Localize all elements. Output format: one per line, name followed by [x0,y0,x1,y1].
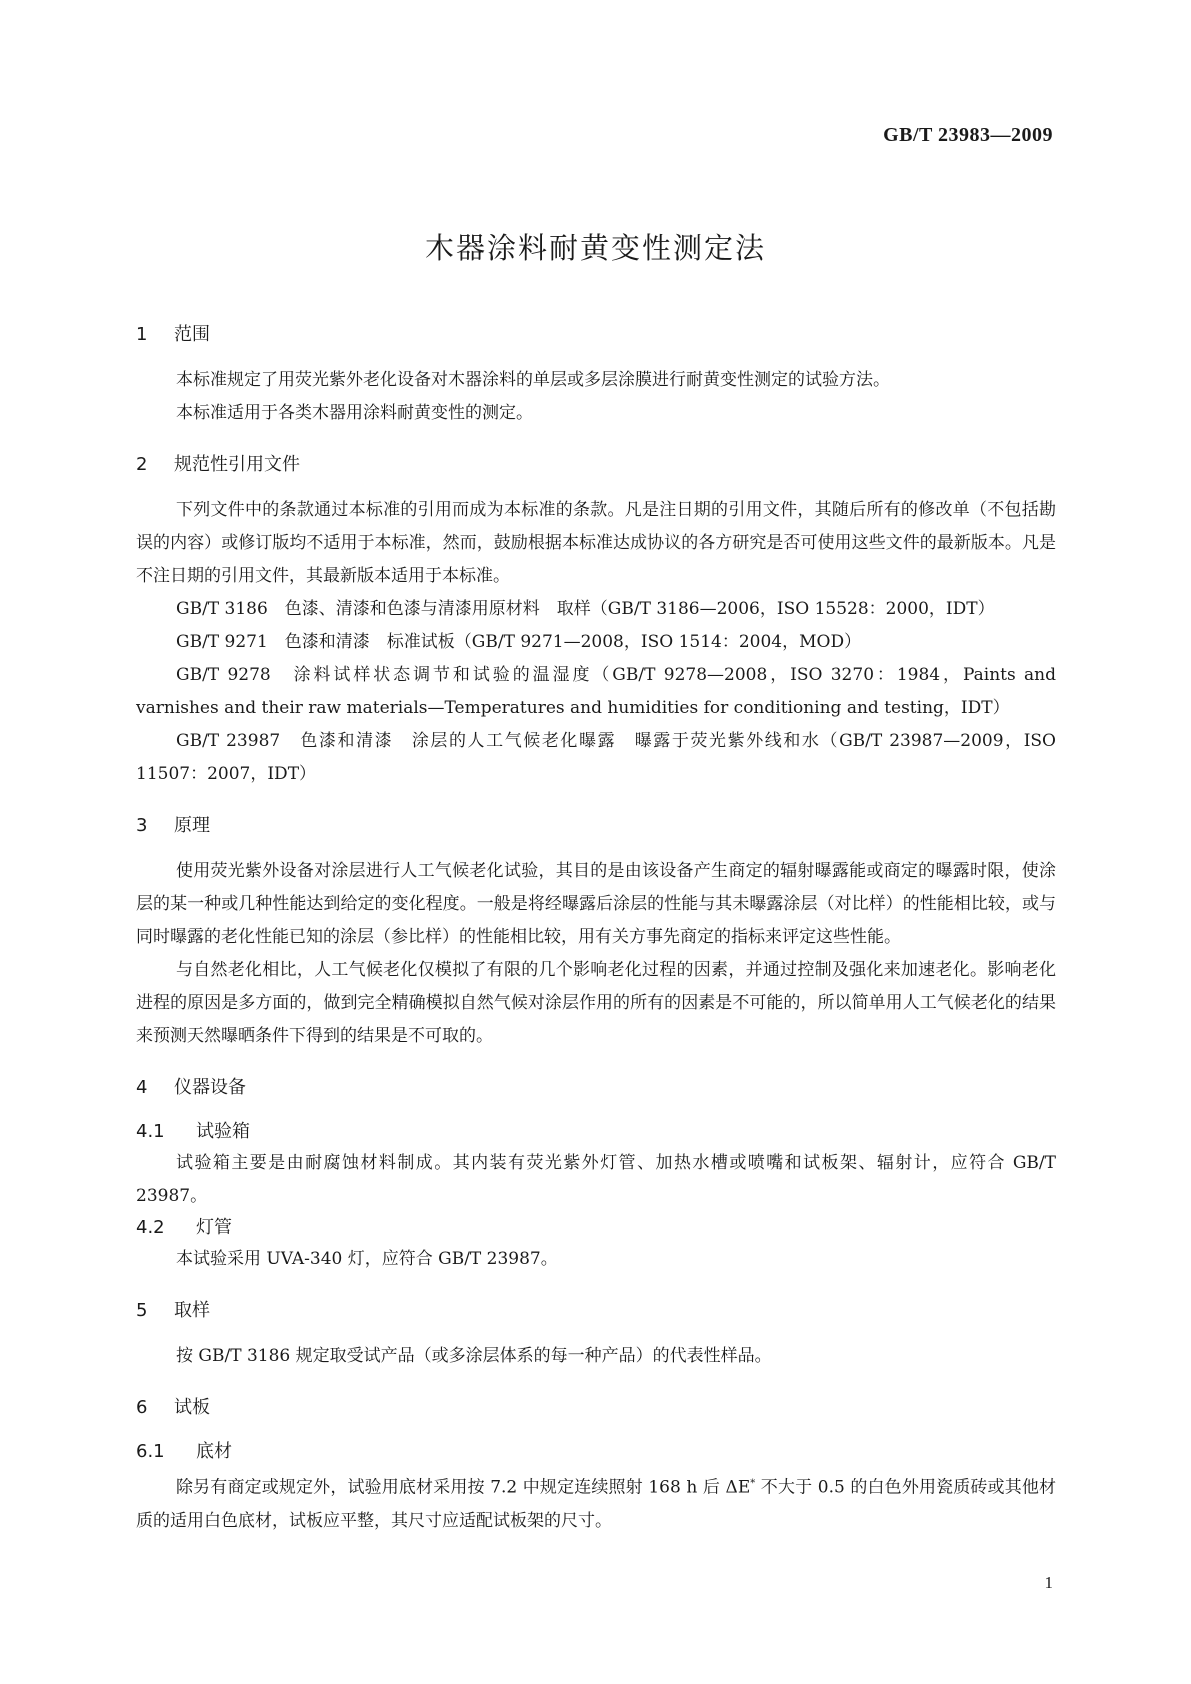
subsection-title: 灯管 [196,1217,232,1238]
reference-item: GB/T 9271 色漆和清漆 标准试板（GB/T 9271—2008，ISO 1514：2004，MOD） [176,632,862,652]
section-number: 1 [136,324,148,345]
subsection-number: 4.2 [136,1217,165,1238]
section-heading-4 [136,1073,1056,1103]
document-body [136,320,1056,1538]
subsection-heading-4-1 [136,1117,1056,1147]
subsection-number: 4.1 [136,1121,165,1142]
paragraph: 使用荧光紫外设备对涂层进行人工气候老化试验，其目的是由该设备产生商定的辐射曝露能或商定的曝露时限，使涂层的某一种或几种性能达到给定的变化程度。一般是将经曝露后涂层的性能与其未曝露涂层（对比样）的性能相比较，或与同时曝露的老化性能已知的涂层（参比样）的性能相比较，用有关方事先商定的指标来评定这些性能。 [136,861,1056,947]
section-number: 2 [136,454,148,475]
section-number: 6 [136,1397,148,1418]
section-number: 5 [136,1300,148,1321]
subsection-heading-6-1 [136,1437,1056,1467]
section-title: 范围 [174,324,210,345]
paragraph: 与自然老化相比，人工气候老化仅模拟了有限的几个影响老化过程的因素，并通过控制及强化来加速老化。影响老化进程的原因是多方面的，做到完全精确模拟自然气候对涂层作用的所有的因素是不可能的，所以简单用人工气候老化的结果来预测天然曝晒条件下得到的结果是不可取的。 [136,960,1056,1046]
paragraph: 下列文件中的条款通过本标准的引用而成为本标准的条款。凡是注日期的引用文件，其随后所有的修改单（不包括勘误的内容）或修订版均不适用于本标准，然而，鼓励根据本标准达成协议的各方研究是否可使用这些文件的最新版本。凡是不注日期的引用文件，其最新版本适用于本标准。 [136,500,1056,586]
paragraph: 本标准规定了用荧光紫外老化设备对木器涂料的单层或多层涂膜进行耐黄变性测定的试验方法。 [176,370,890,390]
standard-code: GB/T 23983—2009 [883,124,1053,146]
section-heading-1 [136,320,1056,350]
paragraph: 按 GB/T 3186 规定取受试产品（或多涂层体系的每一种产品）的代表性样品。 [176,1346,772,1366]
paragraph: 试验箱主要是由耐腐蚀材料制成。其内装有荧光紫外灯管、加热水槽或喷嘴和试板架、辐射计，应符合 GB/T 23987。 [136,1153,1056,1206]
reference-item: GB/T 3186 色漆、清漆和色漆与清漆用原材料 取样（GB/T 3186—2006，ISO 15528：2000，IDT） [176,599,995,619]
superscript-star: * [750,1478,756,1489]
subsection-title: 试验箱 [196,1121,250,1142]
page-number: 1 [1044,1573,1053,1592]
section-heading-2 [136,450,1056,480]
section-title: 规范性引用文件 [174,454,300,475]
subsection-title: 底材 [196,1441,232,1462]
section-number: 3 [136,815,148,836]
section-heading-6 [136,1393,1056,1423]
section-heading-5 [136,1296,1056,1326]
page-title: 木器涂料耐黄变性测定法 [424,231,766,265]
paragraph-part: 除另有商定或规定外，试验用底材采用按 7.2 中规定连续照射 168 h 后 ΔE [176,1477,751,1498]
paragraph: 本试验采用 UVA-340 灯，应符合 GB/T 23987。 [176,1249,558,1269]
section-title: 原理 [174,815,210,836]
paragraph [136,1467,1056,1538]
section-title: 仪器设备 [174,1077,246,1098]
section-number: 4 [136,1077,148,1098]
reference-item: GB/T 9278 涂料试样状态调节和试验的温湿度（GB/T 9278—2008，ISO 3270：1984，Paints and varnishes and their raw materials—Temperatures and humidities for conditioning and testing，IDT） [136,665,1056,718]
paragraph-part: 不大于 0.5 的白色外用瓷质砖或其他材质的适用白色底材，试板应平整，其尺寸应适配试板架的尺寸。 [136,1477,1056,1531]
section-title: 取样 [174,1300,210,1321]
reference-item: GB/T 23987 色漆和清漆 涂层的人工气候老化曝露 曝露于荧光紫外线和水（GB/T 23987—2009，ISO 11507：2007，IDT） [136,731,1056,784]
paragraph: 本标准适用于各类木器用涂料耐黄变性的测定。 [176,403,533,423]
subsection-number: 6.1 [136,1441,165,1462]
section-heading-3 [136,811,1056,841]
subsection-heading-4-2 [136,1213,1056,1243]
section-title: 试板 [174,1397,210,1418]
